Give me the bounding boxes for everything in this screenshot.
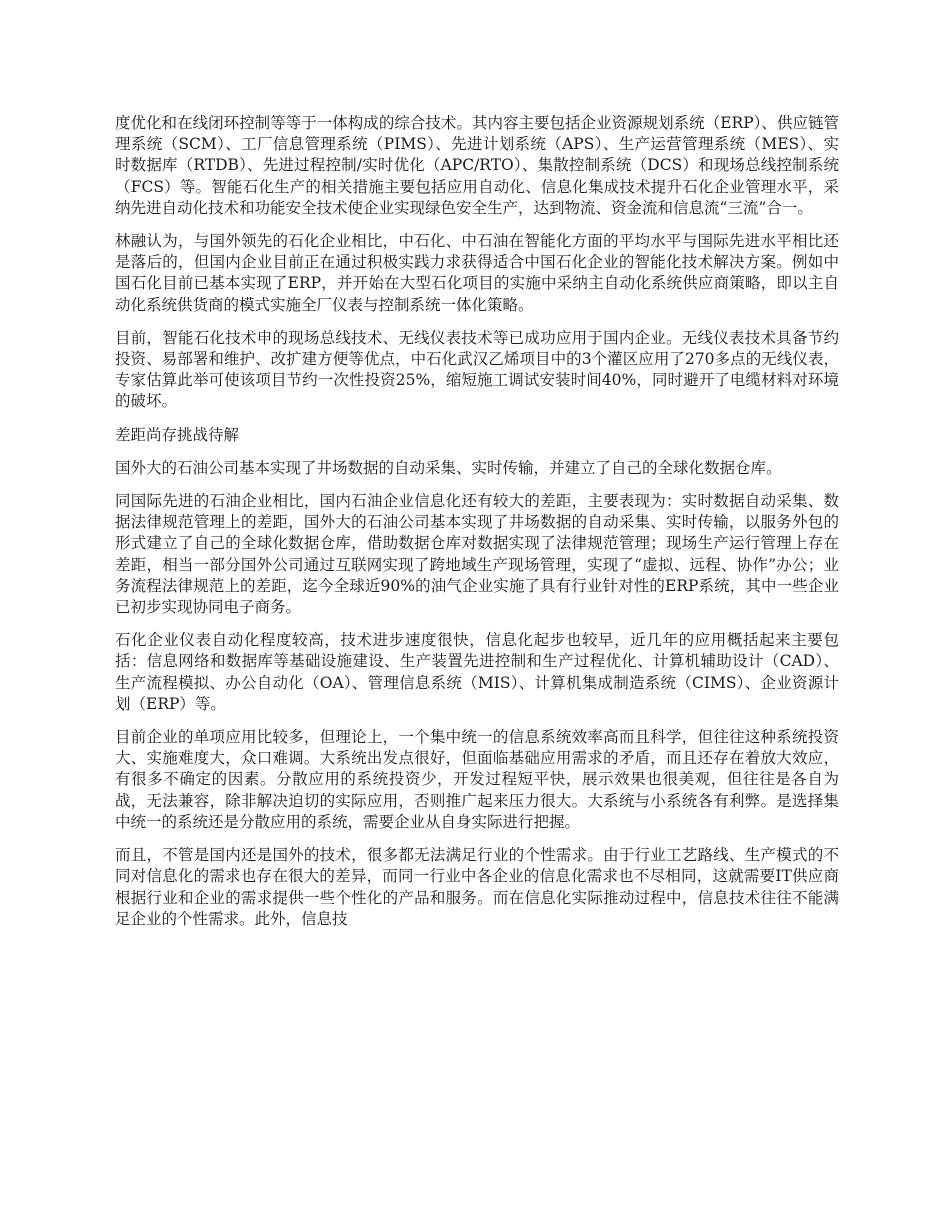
section-heading: 差距尚存挑战待解 [115,425,240,444]
paragraph-wireless-instruments: 目前，智能石化技术申的现场总线技术、无线仪表技术等已成功应用于国内企业。无线仪表技术具备节约投资、易部署和维护、改扩建方便等优点，中石化武汉乙烯项目中的3个灌区应用了270多点的无线仪表，专家估算此举可使该项目节约一次性投资25%，缩短施工调试安装时间40%，同时避开了电缆材料对环境的破坏。 [115,328,839,411]
document-page [115,113,839,942]
paragraph-domestic-gap: 同国际先进的石油企业相比，国内石油企业信息化还有较大的差距，主要表现为：实时数据自动采集、数据法律规范管理上的差距，国外大的石油公司基本实现了井场数据的自动采集、实时传输，以服务外包的形式建立了自己的全球化数据仓库，借助数据仓库对数据实现了法律规范管理；现场生产运行管理上存在差距，相当一部分国外公司通过互联网实现了跨地域生产现场管理，实现了“虚拟、远程、协作”办公；业务流程法律规范上的差距，迄今全球近90%的油气企业实施了具有行业针对性的ERP系统，其中一些企业已初步实现协同电子商务。 [115,492,839,617]
paragraph-personalized-needs: 而且，不管是国内还是国外的技术，很多都无法满足行业的个性需求。由于行业工艺路线、生产模式的不同对信息化的需求也存在很大的差异，而同一行业中各企业的信息化需求也不尽相同，这就需要IT供应商根据行业和企业的需求提供一些个性化的产品和服务。而在信息化实际推动过程中，信息技术往往不能满足企业的个性需求。此外，信息技 [115,846,839,928]
paragraph-integrated-technology: 度优化和在线闭环控制等等于一体构成的综合技术。其内容主要包括企业资源规划系统（ERP）、供应链管理系统（SCM）、工厂信息管理系统（PIMS）、先进计划系统（APS）、生产运营管理系统（MES）、实时数据库（RTDB）、先进过程控制/实时优化（APC/RTO）、集散控制系统（DCS）和现场总线控制系统（FCS）等。智能石化生产的相关措施主要包括应用自动化、信息化集成技术提升石化企业管理水平，采纳先进自动化技术和功能安全技术使企业实现绿色安全生产，达到物流、资金流和信息流“三流”合一。 [115,114,839,217]
paragraph-foreign-data-warehouse: 国外大的石油公司基本实现了井场数据的自动采集、实时传输，并建立了自己的全球化数据仓库。 [115,458,782,477]
paragraph-linrong-opinion: 林融认为，与国外领先的石化企业相比，中石化、中石油在智能化方面的平均水平与国际先进水平相比还是落后的，但国内企业目前正在通过积极实践力求获得适合中国石化企业的智能化技术解决方案。例如中国石化目前已基本实现了ERP，并开始在大型石化项目的实施中采纳主自动化系统供应商策略，即以主自动化系统供货商的模式实施全厂仪表与控制系统一体化策略。 [115,232,839,314]
paragraph-system-choice: 目前企业的单项应用比较多，但理论上，一个集中统一的信息系统效率高而且科学，但往往这种系统投资大、实施难度大，众口难调。大系统出发点很好，但面临基础应用需求的矛盾，而且还存在着放大效应，有很多不确定的因素。分散应用的系统投资少，开发过程短平快，展示效果也很美观，但往往是各自为战，无法兼容，除非解决迫切的实际应用，否则推广起来压力很大。大系统与小系统各有利弊。是选择集中统一的系统还是分散应用的系统，需要企业从自身实际进行把握。 [115,728,839,831]
paragraph-automation-applications: 石化企业仪表自动化程度较高，技术进步速度很快，信息化起步也较早，近几年的应用概括起来主要包括：信息网络和数据库等基础设施建设、生产装置先进控制和生产过程优化、计算机辅助设计（CAD）、生产流程模拟、办公自动化（OA）、管理信息系统（MIS）、计算机集成制造系统（CIMS）、企业资源计划（ERP）等。 [115,631,839,713]
